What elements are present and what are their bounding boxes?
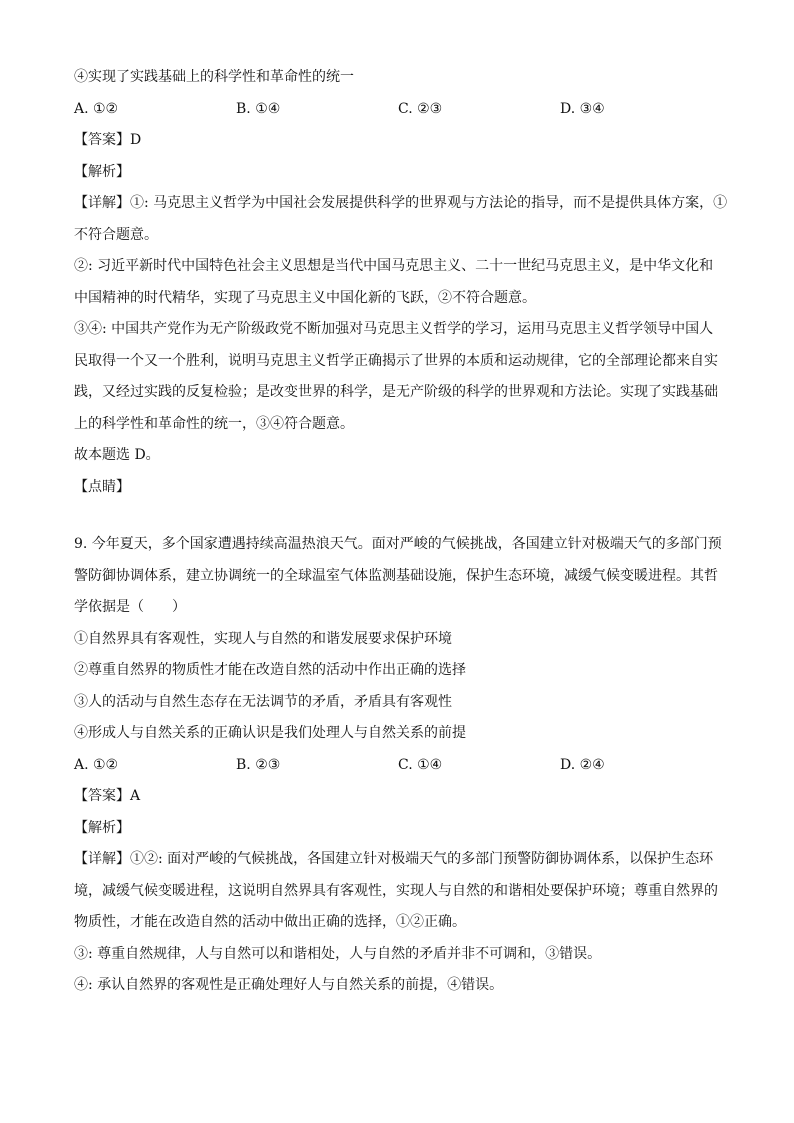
q8-answer-value: D bbox=[130, 132, 142, 148]
q9-stem-b: 警防御协调体系，建立协调统一的全球温室气体监测基础设施，保护生态环境，减缓气候变暖进程。其哲 bbox=[74, 567, 718, 584]
q9-analysis-tag: 【解析】 bbox=[74, 819, 130, 836]
q8-option-b: B. ①④ bbox=[236, 100, 281, 117]
q9-answer-tag: 【答案】 bbox=[74, 788, 130, 804]
q9-option-c: C. ①④ bbox=[398, 756, 443, 773]
q9-option-a: A. ①② bbox=[74, 756, 119, 773]
q9-detail-1b: 境，减缓气候变暖进程，这说明自然界具有客观性，实现人与自然的和谐相处要保护环境；尊重自然界的 bbox=[74, 882, 718, 899]
q9-detail-1c: 物质性，才能在改造自然的活动中做出正确的选择，①②正确。 bbox=[74, 914, 466, 930]
q8-option-c: C. ②③ bbox=[398, 100, 443, 117]
q9-option-d: D. ②④ bbox=[560, 756, 605, 773]
q9-detail-1a bbox=[74, 844, 734, 876]
section-gap bbox=[74, 503, 734, 529]
q9-stem-c: 学依据是（ ） bbox=[74, 599, 186, 615]
q8-detail-1b: 不符合题意。 bbox=[74, 226, 158, 243]
q8-option-d: D. ③④ bbox=[560, 100, 605, 117]
q9-option-b: B. ②③ bbox=[236, 756, 281, 773]
q8-answer bbox=[74, 125, 734, 157]
q9-statement-4: ④形成人与自然关系的正确认识是我们处理人与自然关系的前提 bbox=[74, 725, 466, 741]
q9-answer bbox=[74, 781, 734, 813]
q8-option-a: A. ①② bbox=[74, 100, 119, 117]
q8-detail-3b: 民取得一个又一个胜利，说明马克思主义哲学正确揭示了世界的本质和运动规律，它的全部理论都来自实 bbox=[74, 352, 718, 369]
q9-statement-1: ①自然界具有客观性，实现人与自然的和谐发展要求保护环境 bbox=[74, 630, 452, 647]
q8-detail-3c: 践，又经过实践的反复检验；是改变世界的科学，是无产阶级的科学的世界观和方法论。实现了实践基础 bbox=[74, 384, 718, 400]
q8-conclusion: 故本题选 D。 bbox=[74, 447, 160, 463]
q9-statement-2: ②尊重自然界的物质性才能在改造自然的活动中作出正确的选择 bbox=[74, 662, 466, 678]
q8-options bbox=[74, 94, 734, 126]
document-page bbox=[74, 62, 734, 1002]
q9-stem-a: 9. 今年夏天，多个国家遭遇持续高温热浪天气。面对严峻的气候挑战，各国建立针对极端天气的多部门预 bbox=[74, 536, 722, 552]
q8-detail-2a: ②: 习近平新时代中国特色社会主义思想是当代中国马克思主义、二十一世纪马克思主义，是中华文化和 bbox=[74, 258, 714, 274]
q9-detail-3: ④: 承认自然界的客观性是正确处理好人与自然关系的前提，④错误。 bbox=[74, 977, 504, 993]
q8-answer-tag: 【答案】 bbox=[74, 132, 130, 148]
q8-tips-tag: 【点睛】 bbox=[74, 478, 130, 495]
q8-analysis-tag: 【解析】 bbox=[74, 163, 130, 180]
q8-detail-2b: 中国精神的时代精华，实现了马克思主义中国化新的飞跃，②不符合题意。 bbox=[74, 289, 536, 306]
q9-detail-1a-text: ①②: 面对严峻的气候挑战，各国建立针对极端天气的多部门预警防御协调体系，以保护生态环 bbox=[130, 851, 714, 867]
q9-options bbox=[74, 750, 734, 782]
q8-detail-1a bbox=[74, 188, 734, 220]
q9-answer-value: A bbox=[130, 788, 141, 804]
q8-detail-tag: 【详解】 bbox=[74, 195, 130, 211]
q8-detail-3a: ③④: 中国共产党作为无产阶级政党不断加强对马克思主义哲学的学习，运用马克思主义哲学领导中国人 bbox=[74, 321, 714, 337]
q9-detail-tag: 【详解】 bbox=[74, 851, 130, 867]
q8-statement-4: ④实现了实践基础上的科学性和革命性的统一 bbox=[74, 69, 354, 85]
q9-statement-3: ③人的活动与自然生态存在无法调节的矛盾，矛盾具有客观性 bbox=[74, 693, 452, 710]
q8-detail-1a-text: ①: 马克思主义哲学为中国社会发展提供科学的世界观与方法论的指导，而不是提供具体方案，① bbox=[130, 195, 728, 211]
q8-detail-3d: 上的科学性和革命性的统一，③④符合题意。 bbox=[74, 415, 354, 432]
q9-detail-2: ③: 尊重自然规律，人与自然可以和谐相处，人与自然的矛盾并非不可调和，③错误。 bbox=[74, 945, 602, 962]
